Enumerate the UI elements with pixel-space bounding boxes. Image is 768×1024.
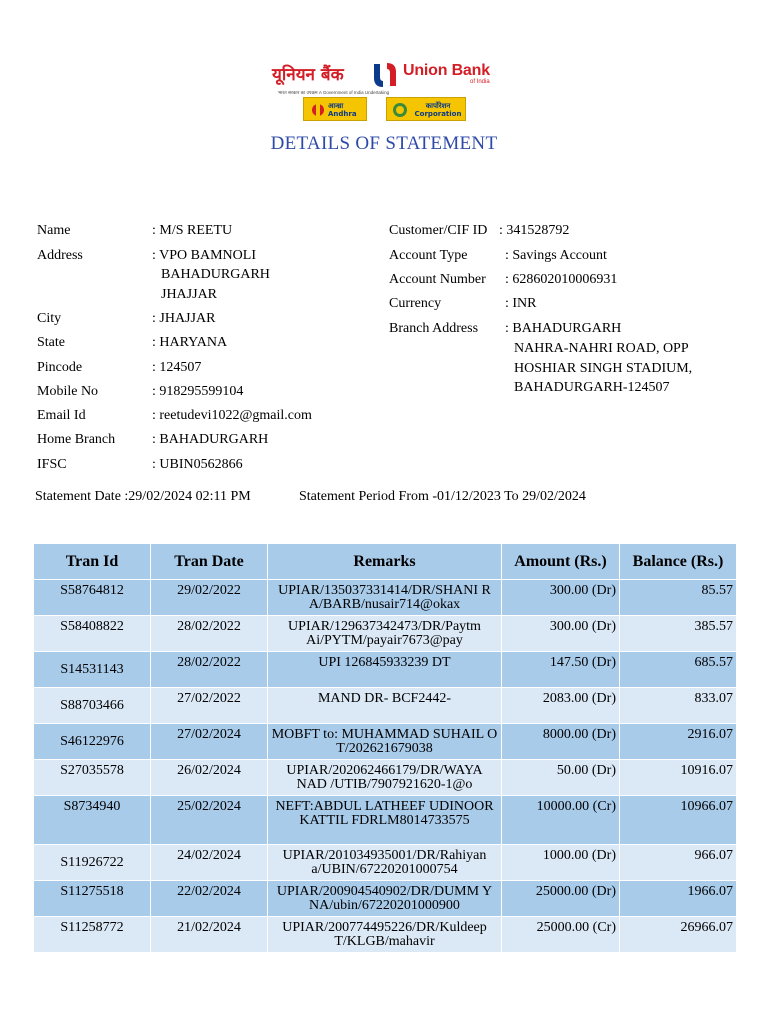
header-remarks: Remarks — [268, 544, 502, 580]
tran-date-cell: 24/02/2024 — [151, 845, 268, 881]
table-row — [34, 616, 737, 652]
tran-date-cell: 28/02/2022 — [151, 616, 268, 652]
balance-cell: 2916.07 — [620, 724, 737, 760]
balance-cell: 685.57 — [620, 652, 737, 688]
remarks-cell: UPIAR/200774495226/DR/Kuldeep T/KLGB/mahavir — [268, 917, 502, 953]
table-row — [34, 652, 737, 688]
pincode-value: : 124507 — [152, 360, 202, 375]
balance-cell: 833.07 — [620, 688, 737, 724]
header-balance: Balance (Rs.) — [620, 544, 737, 580]
statement-date: Statement Date :29/02/2024 02:11 PM — [35, 489, 251, 504]
email-value: : reetudevi1022@gmail.com — [152, 408, 312, 423]
table-row — [34, 760, 737, 796]
mobile-label: Mobile No — [37, 384, 99, 399]
bank-logo-hindi: यूनियन बैंक — [272, 65, 344, 85]
table-row — [34, 917, 737, 953]
balance-cell: 85.57 — [620, 580, 737, 616]
amount-cell: 147.50 (Dr) — [502, 652, 620, 688]
state-value: : HARYANA — [152, 335, 228, 350]
tran-id-cell: S11926722 — [34, 845, 151, 881]
tran-date-cell: 26/02/2024 — [151, 760, 268, 796]
balance-cell: 10966.07 — [620, 796, 737, 845]
tran-id-cell: S11258772 — [34, 917, 151, 953]
amount-cell: 8000.00 (Dr) — [502, 724, 620, 760]
remarks-cell: UPIAR/200904540902/DR/DUMM Y NA/ubin/67220201000900 — [268, 881, 502, 917]
table-header-row — [34, 544, 737, 580]
email-label: Email Id — [37, 408, 86, 423]
header-amount: Amount (Rs.) — [502, 544, 620, 580]
pincode-label: Pincode — [37, 360, 83, 375]
state-label: State — [37, 335, 65, 350]
tran-id-cell: S14531143 — [34, 652, 151, 688]
branch-address-line-4: BAHADURGARH-124507 — [514, 380, 670, 395]
tran-id-cell: S46122976 — [34, 724, 151, 760]
amount-cell: 1000.00 (Dr) — [502, 845, 620, 881]
address-line-2: BAHADURGARH — [161, 267, 270, 282]
andhra-label: आन्ध्रा Andhra — [328, 102, 357, 118]
amount-cell: 2083.00 (Dr) — [502, 688, 620, 724]
remarks-cell: MOBFT to: MUHAMMAD SUHAIL O T/202621679038 — [268, 724, 502, 760]
name-value: : M/S REETU — [152, 223, 233, 238]
andhra-bank-badge — [303, 97, 367, 121]
remarks-cell: UPIAR/129637342473/DR/Paytm Ai/PYTM/payair7673@pay — [268, 616, 502, 652]
page-title: DETAILS OF STATEMENT — [270, 133, 498, 154]
statement-period: Statement Period From -01/12/2023 To 29/02/2024 — [299, 489, 586, 504]
cif-value: : 341528792 — [499, 223, 570, 238]
tran-date-cell: 27/02/2024 — [151, 724, 268, 760]
tran-date-cell: 29/02/2022 — [151, 580, 268, 616]
tran-id-cell: S11275518 — [34, 881, 151, 917]
table-row — [34, 796, 737, 845]
branch-address-line-2: NAHRA-NAHRI ROAD, OPP — [514, 341, 689, 356]
address-line-1: : VPO BAMNOLI — [152, 248, 256, 263]
tran-id-cell: S58764812 — [34, 580, 151, 616]
union-bank-logo-icon — [368, 60, 402, 90]
remarks-cell: MAND DR- BCF2442- — [268, 688, 502, 724]
table-row — [34, 881, 737, 917]
account-type-value: : Savings Account — [505, 248, 607, 263]
city-value: : JHAJJAR — [152, 311, 216, 326]
home-branch-label: Home Branch — [37, 432, 116, 447]
amount-cell: 50.00 (Dr) — [502, 760, 620, 796]
amount-cell: 10000.00 (Cr) — [502, 796, 620, 845]
tran-id-cell: S8734940 — [34, 796, 151, 845]
remarks-cell: NEFT:ABDUL LATHEEF UDINOOR KATTIL FDRLM8014733575 — [268, 796, 502, 845]
table-row — [34, 845, 737, 881]
corporation-bank-emblem-icon — [391, 100, 409, 119]
account-type-label: Account Type — [389, 248, 468, 263]
balance-cell: 385.57 — [620, 616, 737, 652]
home-branch-value: : BAHADURGARH — [152, 432, 269, 447]
tran-date-cell: 21/02/2024 — [151, 917, 268, 953]
balance-cell: 26966.07 — [620, 917, 737, 953]
branch-address-label: Branch Address — [389, 321, 479, 336]
corporation-label: कार्पोरेशन Corporation — [414, 102, 462, 118]
ifsc-value: : UBIN0562866 — [152, 457, 243, 472]
andhra-bank-icon — [310, 101, 326, 118]
remarks-cell: UPI 126845933239 DT — [268, 652, 502, 688]
branch-address-line-1: : BAHADURGARH — [505, 321, 622, 336]
city-label: City — [37, 311, 62, 326]
corporation-bank-badge — [386, 97, 466, 121]
remarks-cell: UPIAR/135037331414/DR/SHANI R A/BARB/nusair714@okax — [268, 580, 502, 616]
address-line-3: JHAJJAR — [161, 287, 218, 302]
account-number-value: : 628602010006931 — [505, 272, 618, 287]
ifsc-label: IFSC — [37, 457, 67, 472]
transactions-table — [33, 543, 737, 953]
balance-cell: 1966.07 — [620, 881, 737, 917]
bank-logo-subtitle: of India — [470, 79, 490, 85]
header-tran-date: Tran Date — [151, 544, 268, 580]
tran-date-cell: 25/02/2024 — [151, 796, 268, 845]
address-label: Address — [37, 248, 83, 263]
amount-cell: 300.00 (Dr) — [502, 580, 620, 616]
branch-address-line-3: HOSHIAR SINGH STADIUM, — [514, 361, 693, 376]
tran-id-cell: S58408822 — [34, 616, 151, 652]
remarks-cell: UPIAR/202062466179/DR/WAYA NAD /UTIB/7907921620-1@o — [268, 760, 502, 796]
currency-value: : INR — [505, 296, 537, 311]
tran-date-cell: 28/02/2022 — [151, 652, 268, 688]
mobile-value: : 918295599104 — [152, 384, 244, 399]
table-row — [34, 580, 737, 616]
bank-tagline: भारत सरकार का उपक्रम A Government of India Undertaking — [278, 90, 390, 95]
amount-cell: 25000.00 (Cr) — [502, 917, 620, 953]
amount-cell: 25000.00 (Dr) — [502, 881, 620, 917]
amount-cell: 300.00 (Dr) — [502, 616, 620, 652]
currency-label: Currency — [389, 296, 442, 311]
balance-cell: 10916.07 — [620, 760, 737, 796]
table-row — [34, 688, 737, 724]
tran-id-cell: S88703466 — [34, 688, 151, 724]
account-number-label: Account Number — [389, 272, 486, 287]
table-row — [34, 724, 737, 760]
remarks-cell: UPIAR/201034935001/DR/Rahiyan a/UBIN/67220201000754 — [268, 845, 502, 881]
name-label: Name — [37, 223, 71, 238]
tran-date-cell: 22/02/2024 — [151, 881, 268, 917]
tran-date-cell: 27/02/2022 — [151, 688, 268, 724]
tran-id-cell: S27035578 — [34, 760, 151, 796]
header-tran-id: Tran Id — [34, 544, 151, 580]
balance-cell: 966.07 — [620, 845, 737, 881]
cif-label: Customer/CIF ID — [389, 223, 488, 238]
bank-logo-english: Union Bank — [403, 62, 490, 79]
